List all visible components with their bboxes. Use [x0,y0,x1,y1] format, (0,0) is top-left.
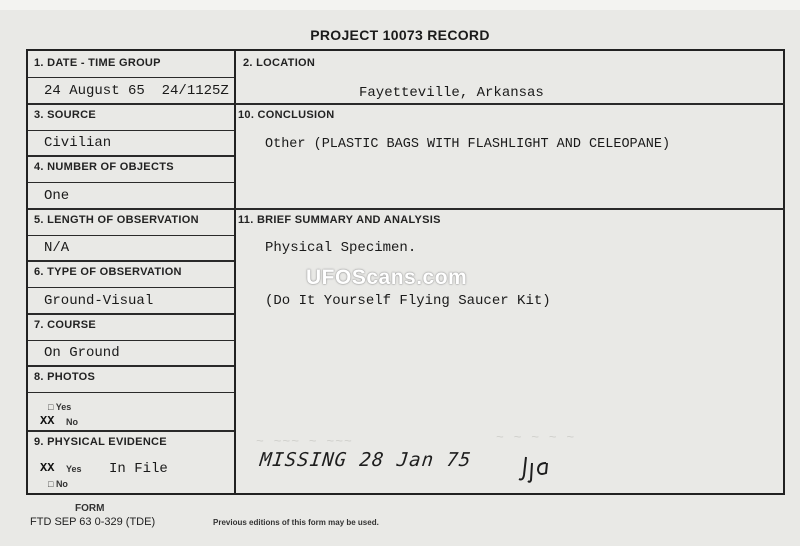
faint-stamp-right: ~ ~ ~ ~ ~ [496,430,576,445]
physical-yes-mark: XX [40,461,55,475]
divider [28,77,234,78]
date-label: 1. DATE - TIME GROUP [34,57,161,69]
divider [28,287,234,288]
divider [235,103,785,105]
physical-label: 9. PHYSICAL EVIDENCE [34,436,167,448]
length-obs-value: N/A [44,240,70,256]
divider [235,208,785,210]
summary-line-2: (Do It Yourself Flying Saucer Kit) [265,293,551,309]
footer-form-code: FTD SEP 63 0-329 (TDE) [30,516,156,528]
watermark: UFOScans.com [306,266,468,289]
footer-form-label: FORM [75,503,105,514]
divider [28,313,234,315]
physical-in-file: In File [109,461,168,477]
source-label: 3. SOURCE [34,109,96,121]
faint-stamp-left: ~ ~~~ ~ ~~~ [256,434,353,449]
divider [28,155,234,157]
divider [28,182,234,183]
num-objects-value: One [44,188,70,204]
photos-no-mark: XX [40,414,55,428]
summary-line-1: Physical Specimen. [265,240,417,256]
course-label: 7. COURSE [34,319,96,331]
divider [28,260,234,262]
num-objects-label: 4. NUMBER OF OBJECTS [34,161,174,173]
divider [28,365,234,367]
summary-label: 11. BRIEF SUMMARY AND ANALYSIS [238,214,441,226]
conclusion-label: 10. CONCLUSION [238,109,335,121]
date-value: 24 August 65 24/1125Z [44,83,229,99]
conclusion-value: Other (PLASTIC BAGS WITH FLASHLIGHT AND CELEOPANE) [265,137,671,152]
type-obs-label: 6. TYPE OF OBSERVATION [34,266,182,278]
physical-no-label: No [55,479,68,489]
divider [28,430,234,432]
physical-yes-label: Yes [66,464,82,474]
location-value: Fayetteville, Arkansas [359,85,544,101]
type-obs-value: Ground-Visual [44,293,154,309]
handwritten-annotation: MISSING 28 Jan 75 [258,449,473,471]
handwritten-initials [518,453,556,483]
divider [28,235,234,236]
scan-edge [0,0,800,10]
divider [28,340,234,341]
photos-label: 8. PHOTOS [34,371,96,383]
footer-note: Previous editions of this form may be used. [213,518,379,527]
photos-yes-checkbox: □ Yes [48,402,72,412]
divider [28,392,234,393]
form-title: PROJECT 10073 RECORD [310,27,490,43]
photos-yes-label: Yes [55,402,72,412]
column-divider [234,51,236,493]
divider [28,208,234,210]
course-value: On Ground [44,345,120,361]
divider [28,130,234,131]
photos-no-label: No [66,417,78,427]
physical-no-checkbox: □ No [48,479,68,489]
source-value: Civilian [44,135,112,151]
location-label: 2. LOCATION [243,57,316,69]
length-obs-label: 5. LENGTH OF OBSERVATION [34,214,199,226]
divider [28,103,234,105]
